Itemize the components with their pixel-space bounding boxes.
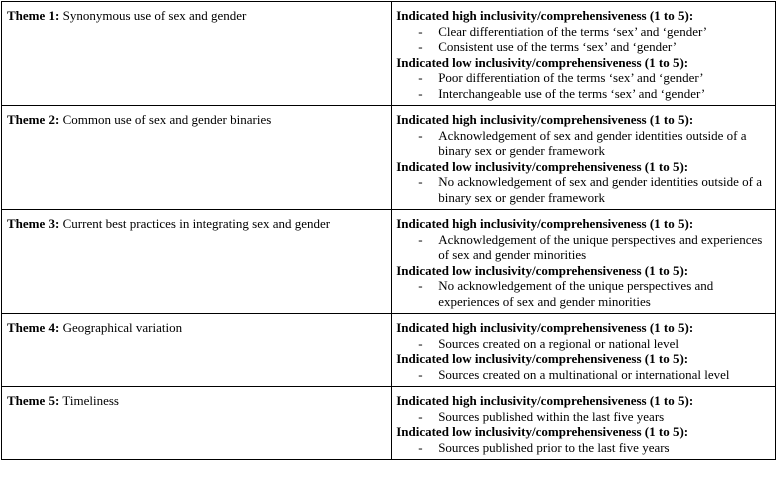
list-item-text: Consistent use of the terms ‘sex’ and ‘gender’ (438, 39, 678, 54)
dash-bullet: - (418, 23, 423, 39)
theme-row-2 (2, 106, 776, 210)
criteria-cell (392, 2, 776, 106)
criteria-cell (392, 387, 776, 460)
high-inclusivity-heading: Indicated high inclusivity/comprehensiveness (1 to 5): (396, 216, 694, 231)
high-inclusivity-list (396, 409, 770, 425)
themes-table (1, 1, 776, 460)
dash-bullet: - (418, 39, 423, 54)
list-item (396, 86, 770, 102)
high-inclusivity-list (396, 232, 770, 263)
criteria-cell (392, 314, 776, 387)
dash-bullet: - (418, 335, 423, 351)
low-inclusivity-list (396, 174, 770, 205)
list-item-text: No acknowledgement of sex and gender identities outside of a binary sex or gender framework (438, 174, 763, 205)
theme-label: Theme 1: (7, 8, 60, 23)
theme-cell (2, 210, 392, 314)
dash-bullet: - (418, 85, 423, 101)
theme-cell (2, 106, 392, 210)
high-inclusivity-heading: Indicated high inclusivity/comprehensiveness (1 to 5): (396, 320, 694, 335)
list-item (396, 24, 770, 40)
dash-bullet: - (418, 278, 423, 293)
list-item-text: Sources created on a regional or national level (438, 335, 679, 351)
list-item-text: Sources published prior to the last five years (438, 439, 670, 455)
low-inclusivity-heading: Indicated low inclusivity/comprehensiveness (1 to 5): (396, 262, 689, 278)
list-item-text: Clear differentiation of the terms ‘sex’ and ‘gender’ (438, 23, 708, 39)
low-inclusivity-heading: Indicated low inclusivity/comprehensiveness (1 to 5): (396, 424, 689, 439)
high-inclusivity-list (396, 128, 770, 159)
dash-bullet: - (418, 127, 423, 143)
high-inclusivity-heading: Indicated high inclusivity/comprehensiveness (1 to 5): (396, 393, 694, 408)
dash-bullet: - (418, 70, 423, 85)
themes-table-body (2, 2, 776, 460)
list-item (396, 336, 770, 352)
dash-bullet: - (418, 174, 423, 189)
low-inclusivity-list (396, 367, 770, 383)
theme-row-4 (2, 314, 776, 387)
low-inclusivity-heading: Indicated low inclusivity/comprehensiveness (1 to 5): (396, 54, 689, 70)
theme-cell (2, 387, 392, 460)
dash-bullet: - (418, 231, 423, 247)
list-item (396, 409, 770, 425)
theme-title: Common use of sex and gender binaries (59, 112, 272, 127)
list-item (396, 440, 770, 456)
criteria-cell (392, 210, 776, 314)
list-item (396, 128, 770, 159)
dash-bullet: - (418, 439, 423, 455)
theme-label: Theme 5: (7, 393, 60, 408)
list-item-text: Sources created on a multinational or international level (438, 366, 730, 382)
theme-title: Current best practices in integrating sex and gender (59, 216, 331, 231)
list-item (396, 232, 770, 263)
list-item-text: No acknowledgement of the unique perspectives and experiences of sex and gender minorities (438, 278, 714, 309)
theme-row-1 (2, 2, 776, 106)
list-item-text: Acknowledgement of sex and gender identities outside of a binary sex or gender framework (438, 127, 747, 158)
low-inclusivity-list (396, 440, 770, 456)
list-item (396, 278, 770, 309)
list-item (396, 70, 770, 86)
theme-label: Theme 3: (7, 216, 60, 231)
list-item-text: Sources published within the last five years (438, 408, 665, 424)
list-item-text: Interchangeable use of the terms ‘sex’ and ‘gender’ (438, 85, 706, 101)
dash-bullet: - (418, 366, 423, 382)
low-inclusivity-heading: Indicated low inclusivity/comprehensiveness (1 to 5): (396, 158, 689, 174)
list-item-text: Acknowledgement of the unique perspectives and experiences of sex and gender minorities (438, 231, 763, 262)
list-item-text: Poor differentiation of the terms ‘sex’ and ‘gender’ (438, 70, 704, 85)
low-inclusivity-list (396, 70, 770, 101)
high-inclusivity-heading: Indicated high inclusivity/comprehensiveness (1 to 5): (396, 112, 694, 127)
theme-cell (2, 2, 392, 106)
theme-title: Synonymous use of sex and gender (59, 8, 247, 23)
theme-label: Theme 2: (7, 112, 60, 127)
high-inclusivity-list (396, 24, 770, 55)
low-inclusivity-heading: Indicated low inclusivity/comprehensiveness (1 to 5): (396, 351, 689, 366)
theme-label: Theme 4: (7, 320, 60, 335)
high-inclusivity-list (396, 336, 770, 352)
list-item (396, 367, 770, 383)
theme-title: Timeliness (59, 393, 119, 408)
low-inclusivity-list (396, 278, 770, 309)
theme-title: Geographical variation (59, 320, 183, 335)
list-item (396, 39, 770, 55)
theme-row-5 (2, 387, 776, 460)
theme-row-3 (2, 210, 776, 314)
theme-cell (2, 314, 392, 387)
criteria-cell (392, 106, 776, 210)
list-item (396, 174, 770, 205)
dash-bullet: - (418, 408, 423, 424)
high-inclusivity-heading: Indicated high inclusivity/comprehensiveness (1 to 5): (396, 8, 694, 23)
